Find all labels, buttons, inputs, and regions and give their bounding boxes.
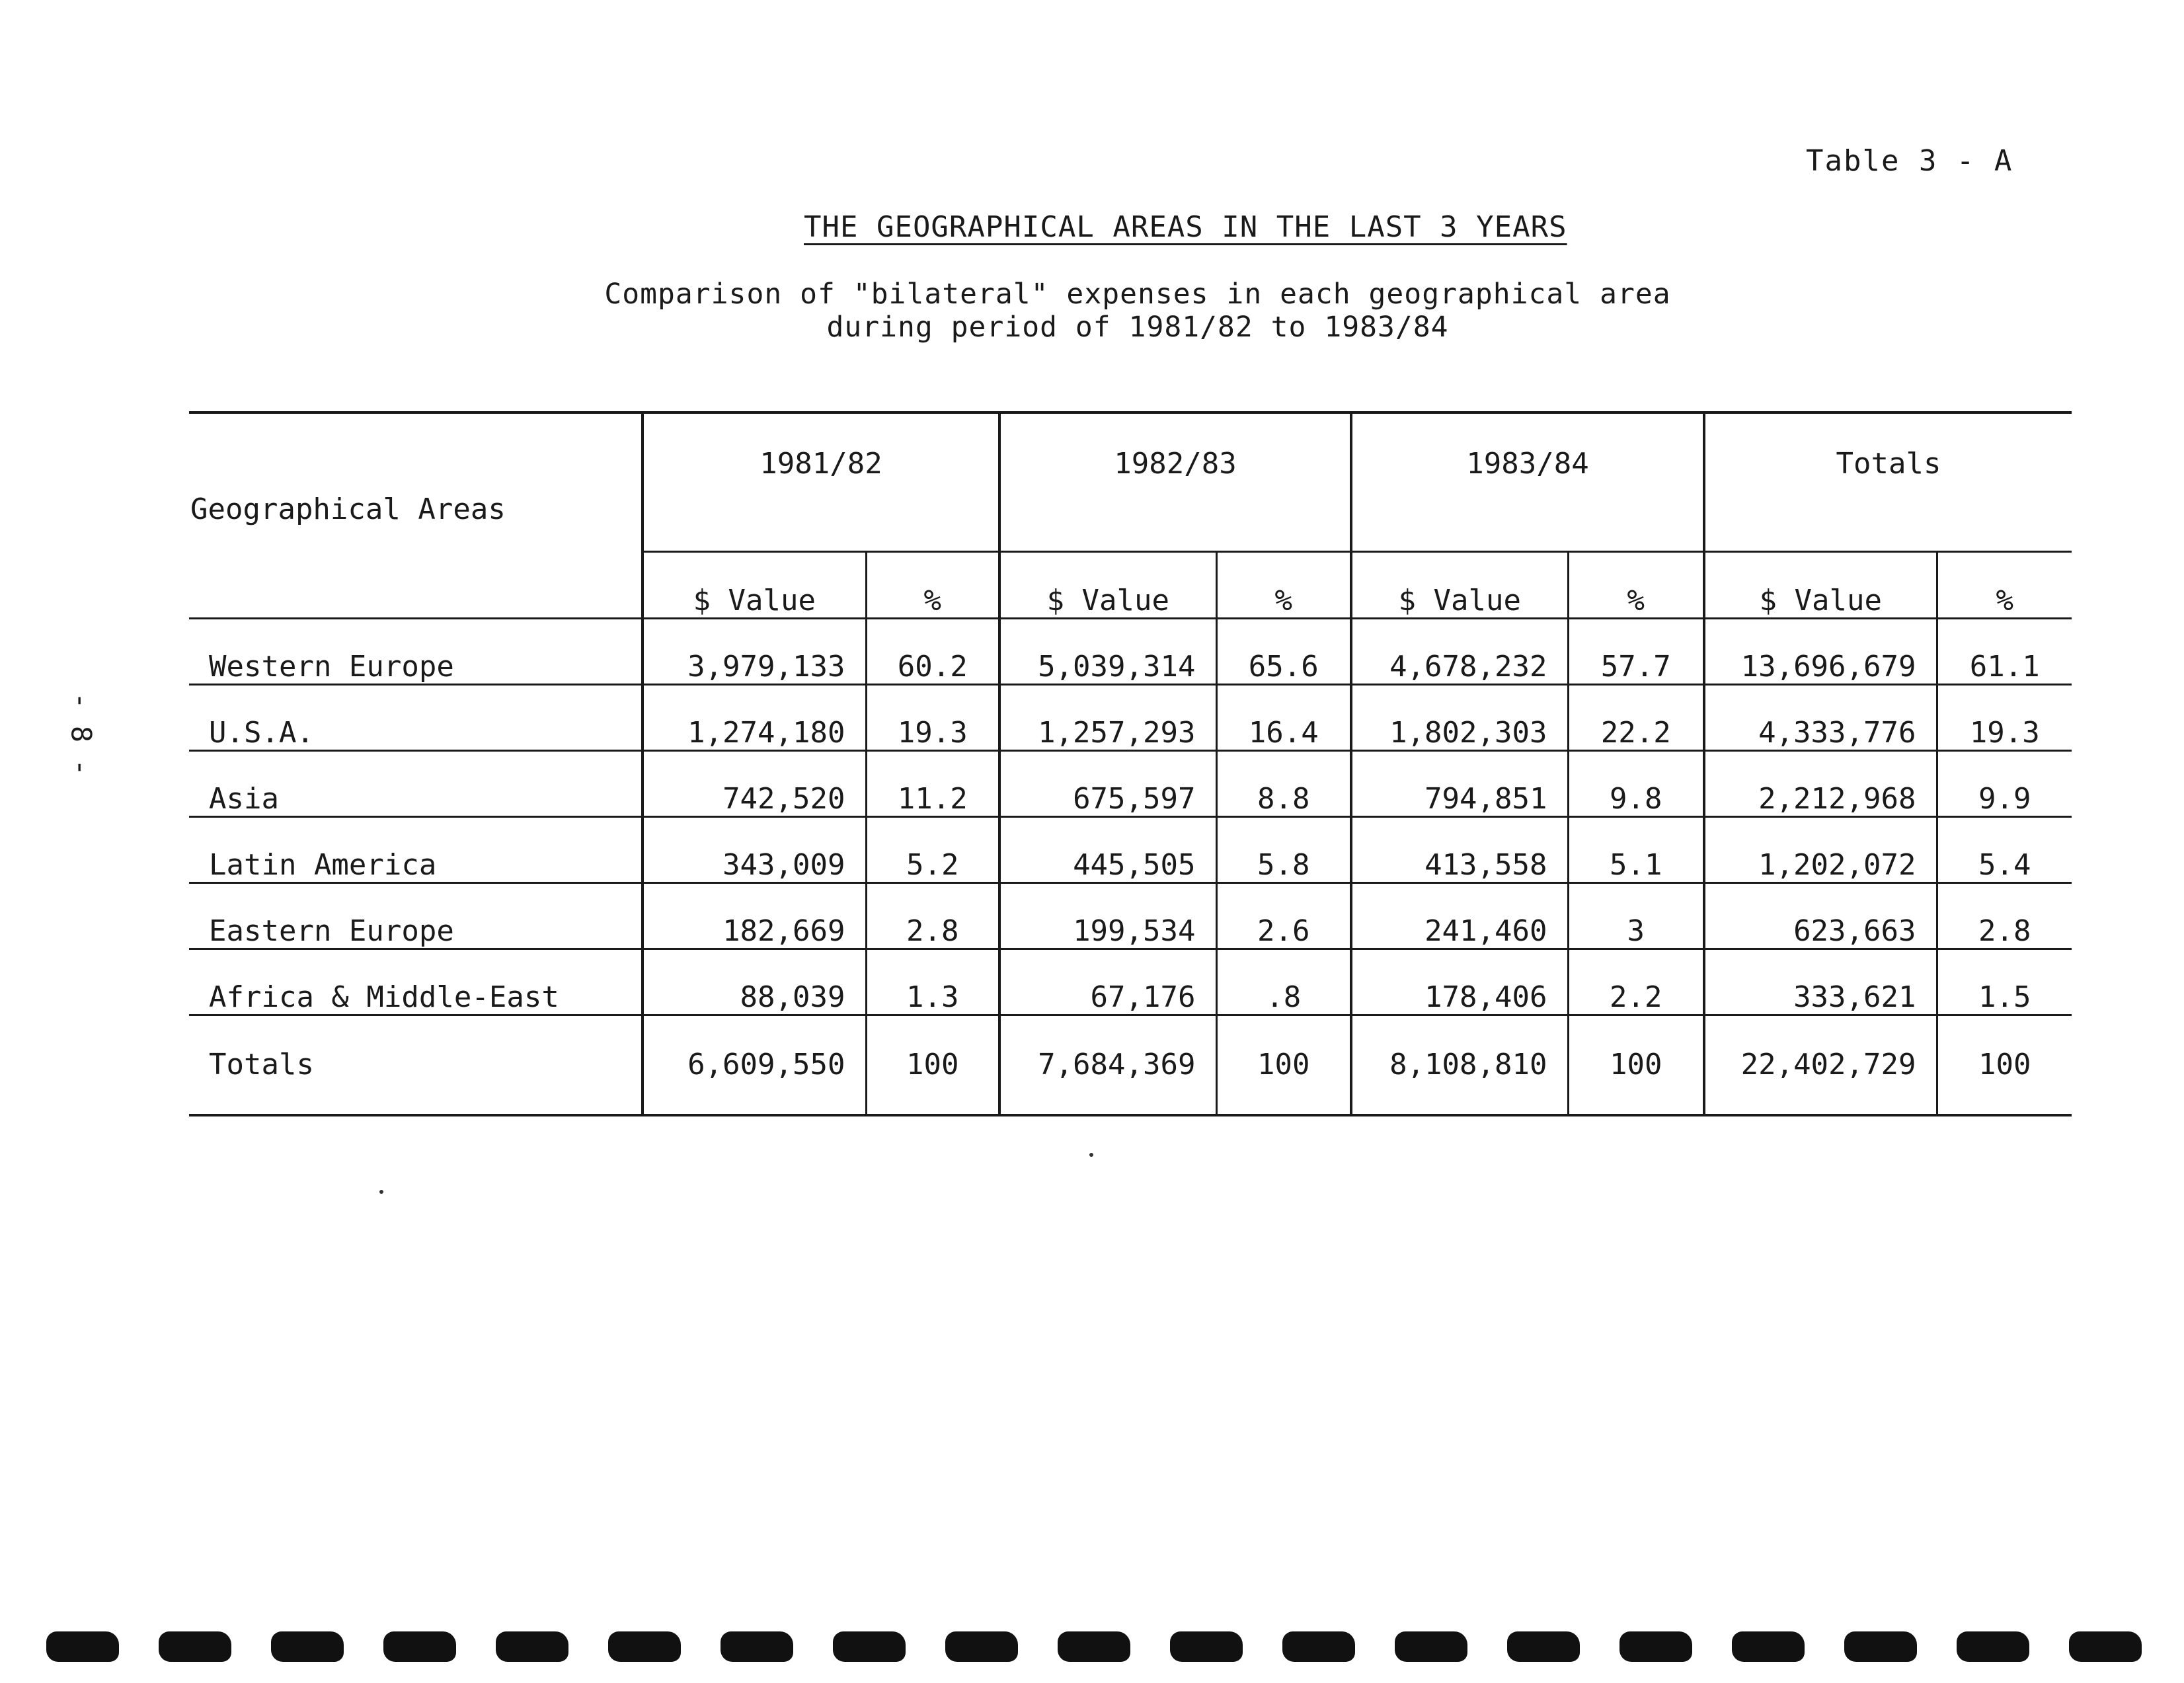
table-label: Table 3 - A — [1806, 144, 2013, 178]
column-header-totals: Totals — [1704, 414, 2072, 551]
scan-speck — [1089, 1153, 1093, 1157]
subheader-value: $ Value — [999, 551, 1216, 618]
area-cell: Africa & Middle-East — [189, 949, 643, 1015]
total-percent-cell: 100 — [1216, 1015, 1351, 1115]
value-cell: 4,333,776 — [1704, 684, 1937, 750]
value-cell: 742,520 — [643, 750, 866, 816]
subheader-percent: % — [1937, 551, 2072, 618]
column-header-1983-84: 1983/84 — [1351, 414, 1704, 551]
value-cell: 343,009 — [643, 816, 866, 882]
subheader-value: $ Value — [1351, 551, 1568, 618]
punch-hole — [1170, 1631, 1243, 1662]
table-row — [189, 882, 2072, 949]
value-cell: 1,802,303 — [1351, 684, 1568, 750]
table-header-row-subcolumns — [189, 551, 2072, 618]
value-cell: 199,534 — [999, 882, 1216, 949]
scan-speck — [379, 1190, 383, 1194]
percent-cell: 22.2 — [1568, 684, 1704, 750]
punch-hole — [1844, 1631, 1917, 1662]
percent-cell: 65.6 — [1216, 618, 1351, 684]
header-spacer — [189, 551, 643, 618]
table-header-row-periods — [189, 414, 2072, 551]
table-row — [189, 750, 2072, 816]
punch-hole-strip — [46, 1631, 2142, 1664]
percent-cell: 2.8 — [1937, 882, 2072, 949]
percent-cell: 16.4 — [1216, 684, 1351, 750]
total-value-cell: 22,402,729 — [1704, 1015, 1937, 1115]
area-cell: U.S.A. — [189, 684, 643, 750]
value-cell: 88,039 — [643, 949, 866, 1015]
percent-cell: 5.1 — [1568, 816, 1704, 882]
percent-cell: 11.2 — [866, 750, 999, 816]
value-cell: 794,851 — [1351, 750, 1568, 816]
percent-cell: 8.8 — [1216, 750, 1351, 816]
value-cell: 675,597 — [999, 750, 1216, 816]
punch-hole — [833, 1631, 906, 1662]
page-number: - 8 - — [65, 692, 98, 776]
punch-hole — [1395, 1631, 1467, 1662]
percent-cell: 5.4 — [1937, 816, 2072, 882]
document-subtitle-line-2: during period of 1981/82 to 1983/84 — [826, 311, 1449, 344]
document-subtitle-line-1: Comparison of "bilateral" expenses in each geographical area — [604, 278, 1671, 311]
percent-cell: 1.5 — [1937, 949, 2072, 1015]
value-cell: 413,558 — [1351, 816, 1568, 882]
column-header-geographical-areas: Geographical Areas — [190, 492, 506, 526]
total-percent-cell: 100 — [1937, 1015, 2072, 1115]
table-row — [189, 949, 2072, 1015]
percent-cell: 1.3 — [866, 949, 999, 1015]
value-cell: 5,039,314 — [999, 618, 1216, 684]
punch-hole — [159, 1631, 231, 1662]
punch-hole — [1058, 1631, 1130, 1662]
area-cell: Eastern Europe — [189, 882, 643, 949]
column-header-1981-82: 1981/82 — [643, 414, 999, 551]
subheader-percent: % — [1568, 551, 1704, 618]
total-percent-cell: 100 — [1568, 1015, 1704, 1115]
percent-cell: 3 — [1568, 882, 1704, 949]
percent-cell: 60.2 — [866, 618, 999, 684]
percent-cell: 2.6 — [1216, 882, 1351, 949]
value-cell: 3,979,133 — [643, 618, 866, 684]
punch-hole — [46, 1631, 119, 1662]
area-cell: Asia — [189, 750, 643, 816]
table-row — [189, 684, 2072, 750]
punch-hole — [1282, 1631, 1355, 1662]
value-cell: 2,212,968 — [1704, 750, 1937, 816]
value-cell: 623,663 — [1704, 882, 1937, 949]
percent-cell: 61.1 — [1937, 618, 2072, 684]
totals-label: Totals — [189, 1015, 643, 1115]
percent-cell: 2.8 — [866, 882, 999, 949]
value-cell: 1,202,072 — [1704, 816, 1937, 882]
table-row — [189, 816, 2072, 882]
value-cell: 1,274,180 — [643, 684, 866, 750]
punch-hole — [496, 1631, 568, 1662]
table-row — [189, 618, 2072, 684]
percent-cell: 9.9 — [1937, 750, 2072, 816]
area-cell: Western Europe — [189, 618, 643, 684]
punch-hole — [1732, 1631, 1805, 1662]
punch-hole — [1957, 1631, 2029, 1662]
value-cell: 67,176 — [999, 949, 1216, 1015]
percent-cell: 19.3 — [1937, 684, 2072, 750]
punch-hole — [1507, 1631, 1580, 1662]
subheader-percent: % — [866, 551, 999, 618]
punch-hole — [1619, 1631, 1692, 1662]
value-cell: 445,505 — [999, 816, 1216, 882]
percent-cell: 9.8 — [1568, 750, 1704, 816]
percent-cell: 2.2 — [1568, 949, 1704, 1015]
subheader-value: $ Value — [1704, 551, 1937, 618]
punch-hole — [383, 1631, 456, 1662]
punch-hole — [2069, 1631, 2142, 1662]
percent-cell: 5.2 — [866, 816, 999, 882]
value-cell: 4,678,232 — [1351, 618, 1568, 684]
document-title: THE GEOGRAPHICAL AREAS IN THE LAST 3 YEARS — [804, 210, 1567, 244]
total-value-cell: 8,108,810 — [1351, 1015, 1568, 1115]
value-cell: 178,406 — [1351, 949, 1568, 1015]
percent-cell: .8 — [1216, 949, 1351, 1015]
percent-cell: 19.3 — [866, 684, 999, 750]
punch-hole — [608, 1631, 681, 1662]
value-cell: 182,669 — [643, 882, 866, 949]
percent-cell: 5.8 — [1216, 816, 1351, 882]
subheader-percent: % — [1216, 551, 1351, 618]
total-percent-cell: 100 — [866, 1015, 999, 1115]
value-cell: 13,696,679 — [1704, 618, 1937, 684]
value-cell: 1,257,293 — [999, 684, 1216, 750]
punch-hole — [721, 1631, 793, 1662]
column-header-1982-83: 1982/83 — [999, 414, 1351, 551]
percent-cell: 57.7 — [1568, 618, 1704, 684]
expenses-table — [189, 411, 2072, 1116]
totals-row — [189, 1015, 2072, 1115]
subheader-value: $ Value — [643, 551, 866, 618]
punch-hole — [271, 1631, 344, 1662]
total-value-cell: 6,609,550 — [643, 1015, 866, 1115]
value-cell: 241,460 — [1351, 882, 1568, 949]
area-cell: Latin America — [189, 816, 643, 882]
value-cell: 333,621 — [1704, 949, 1937, 1015]
total-value-cell: 7,684,369 — [999, 1015, 1216, 1115]
punch-hole — [945, 1631, 1018, 1662]
